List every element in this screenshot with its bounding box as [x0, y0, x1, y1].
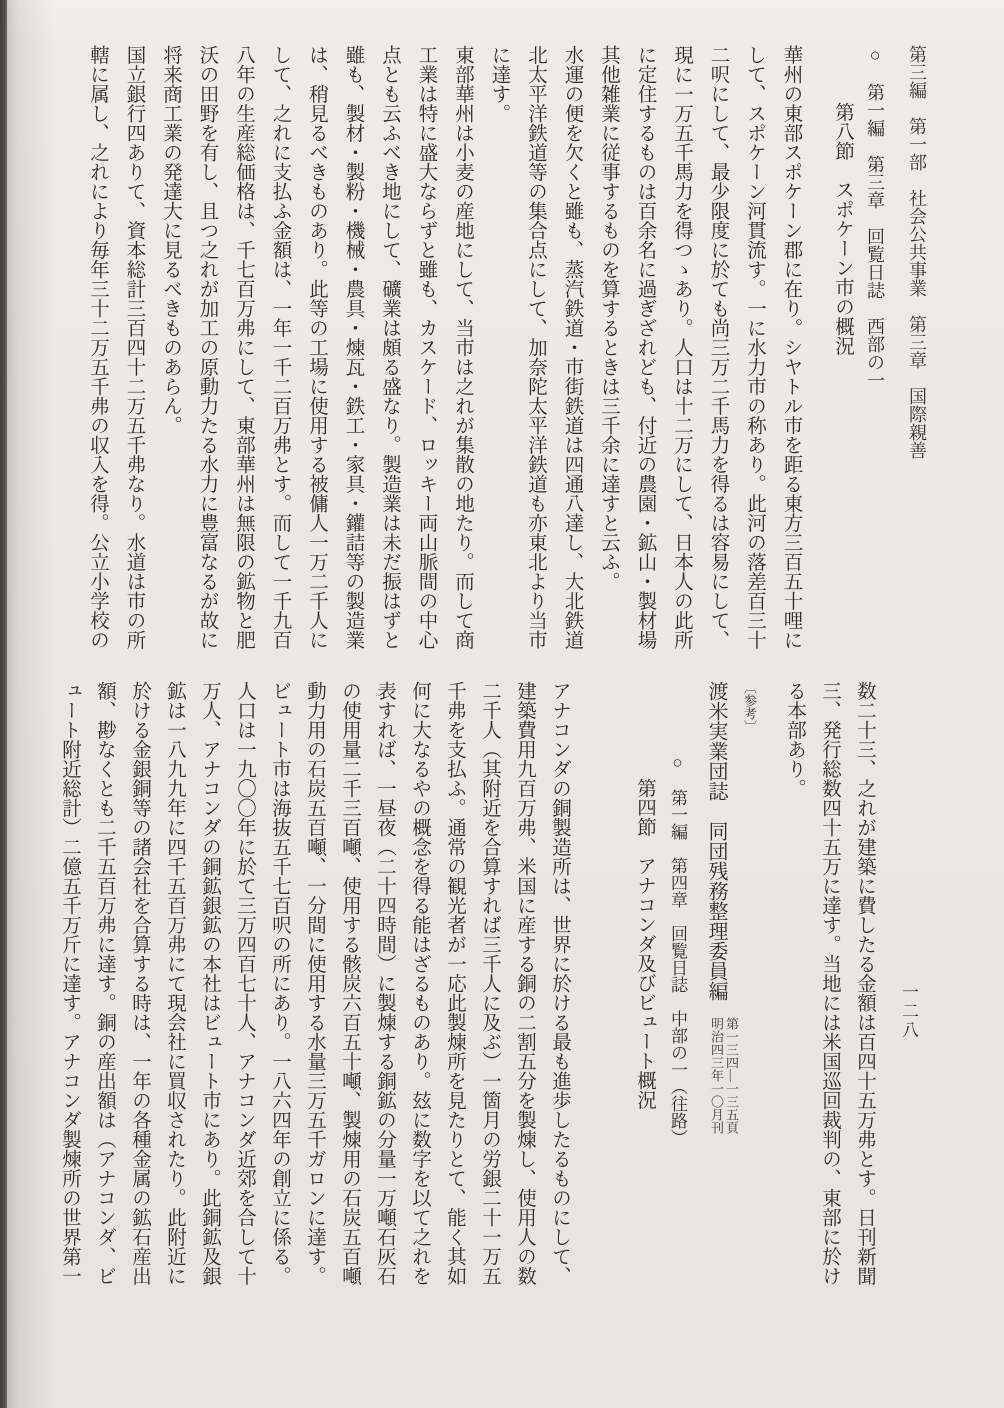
paragraph-anaconda-smelter: アナコンダの銅製造所は、世界に於ける最も進歩したるものにして、建築費用九百万弗、米国に産する銅の二割五分を製煉し、使用人の数二千人（其附近を合算すれば三千人に及ぶ）一箇月の労銀二十一万五千弗を支払ふ。通常の観光者が一応此製煉所を見たりとて、能く其如何に大なるやの概念を得る能はざるものあり。玆に数字を以て之れを表すれば、一昼夜（二十四時間）に製煉する銅鉱の分量一万噸石灰石の使用量二千三百噸、使用する骸炭六百五十噸、製煉用の石炭五百噸動力用の石炭五百噸、一分間に使用する水量三万五千ガロンに達す。	[304, 681, 570, 1286]
citation-title: 渡米実業団誌 同団残務整理委員編	[705, 681, 727, 1001]
top-text-block	[79, 45, 931, 659]
citation-note	[709, 1017, 739, 1134]
paragraph-spokane-railways: 水運の便を欠くと雖も、蒸汽鉄道・市街鉄道は四通八達し、大北鉄道北太平洋鉄道等の集合点にして、加奈陀太平洋鉄道も亦東北より当市に達す。	[488, 45, 583, 650]
binding-shadow-edge	[0, 0, 7, 1408]
reference-label: 〔参考〕	[742, 681, 757, 733]
section-heading-west-part-1: ○ 第一編 第三章 回覧日誌 西部の一	[865, 45, 885, 389]
subsection-heading-anaconda-butte: 第四節 アナコンダ及びビュート概況	[634, 778, 655, 1110]
citation-date: 明治四三年一〇月刊	[709, 1017, 724, 1134]
paragraph-schools-newspapers-court: 数二十三、之れが建築に費したる金額は百四十五万弗とす。日刊新聞三、発行総数四十五万に達す。当地には米国巡回裁判の、東部に於ける本部あり。	[784, 681, 875, 1286]
paragraph-butte-city-mines: ビュート市は海抜五千七百呎の所にあり。一八六四年の創立に係る。人口は一九〇〇年に於て三万四百七十人、アナコンダ近郊を合して十万人、アナコンダの銅鉱銀鉱の本社はビュート市にあり。此銅鉱及銀鉱は一八九九年に四千五百万弗にて現会社に買収されたり。此附近に於ける金銀銅等の諸会社を合算する時は、一年の各種金属の鉱石産出額、尠なくとも二千五百万弗に達す。銅の産出額は（アナコンダ、ビュート附近総計）二億五千万斤に達す。アナコンダ製煉所の世界第一	[59, 681, 290, 1286]
running-header: 第三編 第一部 社会公共事業 第三章 国際親善	[907, 45, 927, 459]
citation-pages: 第一三四―一三五頁	[724, 1017, 739, 1134]
page-number: 一二八	[899, 983, 918, 1040]
paragraph-spokane-industry: 東部華州は小麦の産地にして、当市は之れが集散の地たり。而して商工業は特に盛大ならずと雖も、カスケード、ロッキー両山脈間の中心点とも云ふべき地にして、礦業は頗る盛なり。製造業は未だ振はずと雖も、製材・製粉・機械・農具・煉瓦・鉄工・家具・鑵詰等の製造業は、稍見るべきものあり。此等の工場に使用する被傭人一万二千人にして、之れに支払ふ金額は、一年一千二百万弗とす。而して一千九百八年の生産総価格は、千七百万弗にして、東部華州は無限の鉱物と肥沃の田野を有し、且つ之れが加工の原動力たる水力に豊富なるが故に将来商工業の発達大に見るべきものあらん。	[160, 45, 473, 650]
paragraph-spokane-banks-water: 国立銀行四ありて、資本総計三百四十二万五千弗なり。水道は市の所轄に属し、之れにより毎年三十二万五千弗の収入を得。公立小学校の	[87, 45, 145, 650]
citation-line	[698, 681, 739, 1295]
section-heading-central-part-1: ○ 第一編 第四章 回覧日誌 中部の一（往路）	[668, 753, 687, 1146]
paragraph-spokane-location-power: 華州の東部スポケーン郡に在り。シヤトル市を距る東方三百五十哩にして、スポケーン河貫流す。一に水力市の称あり。此河の落差百三十二呎にして、最少限度に於ても尚三万二千馬力を得るは容易にして、現に一万五千馬力を得つゝあり。人口は十二万にして、日本人の此所に定住するものは百余名に過ぎざれども、付近の農園・鉱山・製材場其他雑業に従事するものを算するときは三千余に達すと云ふ。	[598, 45, 802, 650]
bottom-text-block	[52, 681, 882, 1295]
subsection-heading-spokane-overview: 第八節 スポケーン市の概況	[832, 102, 853, 356]
